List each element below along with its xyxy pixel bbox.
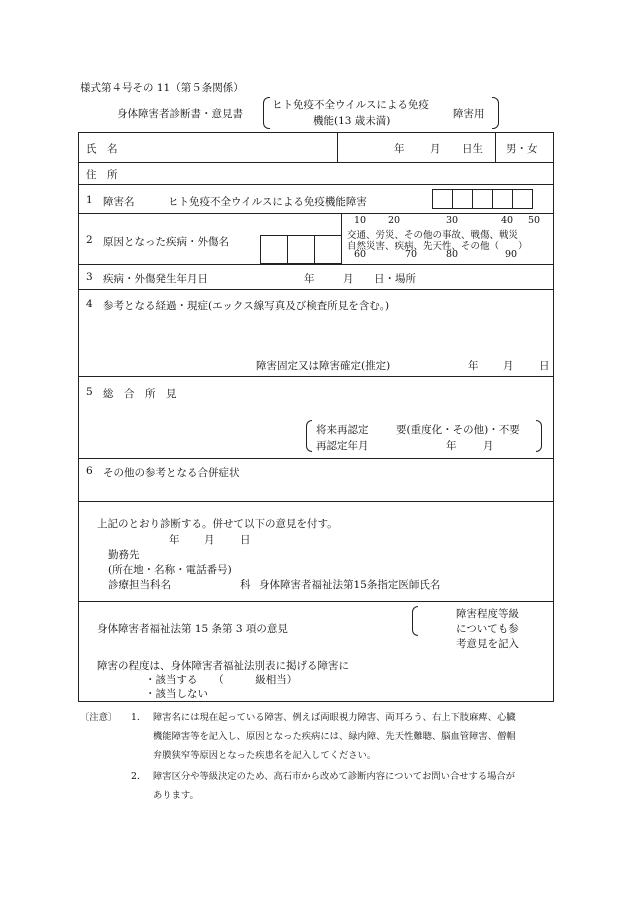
row1-label: 障害名 [103,196,135,208]
note-1-line-2: 機能障害等を記入し、原因となった疾病には、緑内障、先天性難聴、脳血管障害、僧帽 [153,731,516,742]
sex-selector[interactable]: 男・女 [506,143,538,155]
workplace-note: (所在地・名称・電話番号) [108,564,232,576]
name-label: 氏 名 [86,143,118,155]
disability-name: ヒト免疫不全ウイルスによる免疫機能障害 [168,196,367,208]
option-applicable[interactable]: ・該当する （ 級相当） [145,674,298,686]
divider [78,501,554,502]
form-number: 様式第４号その 11（第５条関係） [80,82,244,94]
cause-code: 10 [354,215,367,226]
degree-statement: 障害の程度は、身体障害者福祉法別表に掲げる障害に [97,660,349,672]
divider [337,132,338,162]
cause-code: 50 [528,215,541,226]
divider [78,213,554,214]
option-not-applicable[interactable]: ・該当しない [145,688,208,700]
note-1-line-3: 弁膜狭窄等原因となった疾患名を記入してください。 [153,750,377,761]
onset-day-place-label: 日・場所 [374,273,416,285]
row2-label: 原因となった疾病・外傷名 [103,236,229,248]
note-2-line-2: あります。 [153,790,199,801]
note-1-number: 1. [131,712,140,723]
cause-code: 80 [446,249,459,260]
row6-number: 6 [86,465,93,477]
divider [341,213,342,264]
doctor-label: 身体障害者福祉法第15条指定医師氏名 [259,579,441,591]
recert-date-label: 再認定年月 [316,440,369,452]
code-box[interactable] [287,235,315,264]
title-line-1: ヒト免疫不全ウイルスによる免疫 [272,99,429,111]
opinion-side-3: 考意見を記入 [456,638,519,650]
cause-code: 40 [501,215,514,226]
row6-label: その他の参考となる合併症状 [103,467,240,479]
code-box[interactable] [432,189,453,209]
opinion-brace [412,606,418,636]
row1-number: 1 [86,194,93,206]
divider [78,162,554,163]
recert-brace-right [536,420,542,452]
divider [78,601,554,602]
divider [78,289,554,290]
address-field[interactable] [130,165,545,183]
cause-options-line-2: 自然災害、疾病、先天性、その他（ ） [347,241,528,252]
recert-options[interactable]: 要(重度化・その他)・不要 [396,424,520,436]
divider [78,264,554,265]
birth-year-label: 年 [394,143,405,155]
code-box[interactable] [472,189,493,209]
cause-options-line-1: 交通、労災、その他の事故、戦傷、戦災 [347,230,519,241]
opinion-side-2: についても参 [456,623,519,635]
code-box[interactable] [260,235,288,264]
note-2-line-1: 障害区分や等級決定のため、高石市から改めて診断内容についてお問い合せする場合が [153,771,516,782]
row3-number: 3 [86,271,93,283]
title-line-2: 機能(13 歳未満) [313,115,391,127]
diagnosis-year-label: 年 [169,534,180,546]
row4-number: 4 [86,298,93,310]
note-1-line-1: 障害名には現在起っている障害、例えば両眼視力障害、両耳ろう、右上下肢麻痺、心臓 [153,712,516,723]
code-box[interactable] [492,189,513,209]
recert-label: 将来再認定 [316,424,369,436]
cause-code: 90 [505,249,518,260]
title-suffix: 障害用 [453,108,485,120]
opinion-side-1: 障害程度等級 [456,608,519,620]
fixed-day-label: 日 [539,360,550,372]
note-2-number: 2. [131,771,140,782]
department-label: 診療担当科名 [108,579,171,591]
code-box[interactable] [512,189,533,209]
department-suffix: 科 [240,579,251,591]
diagnosis-month-label: 月 [204,534,215,546]
opinion-title: 身体障害者福祉法第 15 条第 3 項の意見 [97,623,288,635]
birth-day-label: 日生 [462,143,483,155]
divider [78,458,554,459]
cause-code: 30 [446,215,459,226]
row3-label: 疾病・外傷発生年月日 [103,273,208,285]
divider [495,132,496,162]
onset-year-label: 年 [304,273,315,285]
onset-month-label: 月 [343,273,354,285]
birth-month-label: 月 [430,143,441,155]
row2-number: 2 [86,234,93,246]
diagnosis-statement: 上記のとおり診断する。併せて以下の意見を付す。 [97,518,338,530]
row5-number: 5 [86,386,93,398]
code-box[interactable] [452,189,473,209]
row5-label: 総 合 所 見 [103,388,177,400]
row4-label: 参考となる経過・現症(エックス線写真及び検査所見を含む。) [103,300,390,312]
fixed-year-label: 年 [468,360,479,372]
cause-code: 70 [405,249,418,260]
recert-year-label: 年 [446,440,457,452]
workplace-label: 勤務先 [108,549,140,561]
code-box[interactable] [314,235,342,264]
cause-code: 60 [354,249,367,260]
divider [78,376,554,377]
title-brace-right [492,97,499,129]
recert-month-label: 月 [483,440,494,452]
title-brace-left [263,97,270,129]
document-title: 身体障害者診断書・意見書 [117,108,243,120]
name-field[interactable] [130,136,330,158]
cause-code: 20 [388,215,401,226]
fixed-month-label: 月 [503,360,514,372]
findings-field[interactable] [86,314,546,354]
fixed-date-label: 障害固定又は障害確定(推定) [256,360,391,372]
diagnosis-day-label: 日 [240,534,251,546]
notes-label: 〔注意〕 [80,712,118,723]
address-label: 住 所 [86,169,118,181]
recert-brace-left [306,420,312,452]
divider [78,184,554,185]
